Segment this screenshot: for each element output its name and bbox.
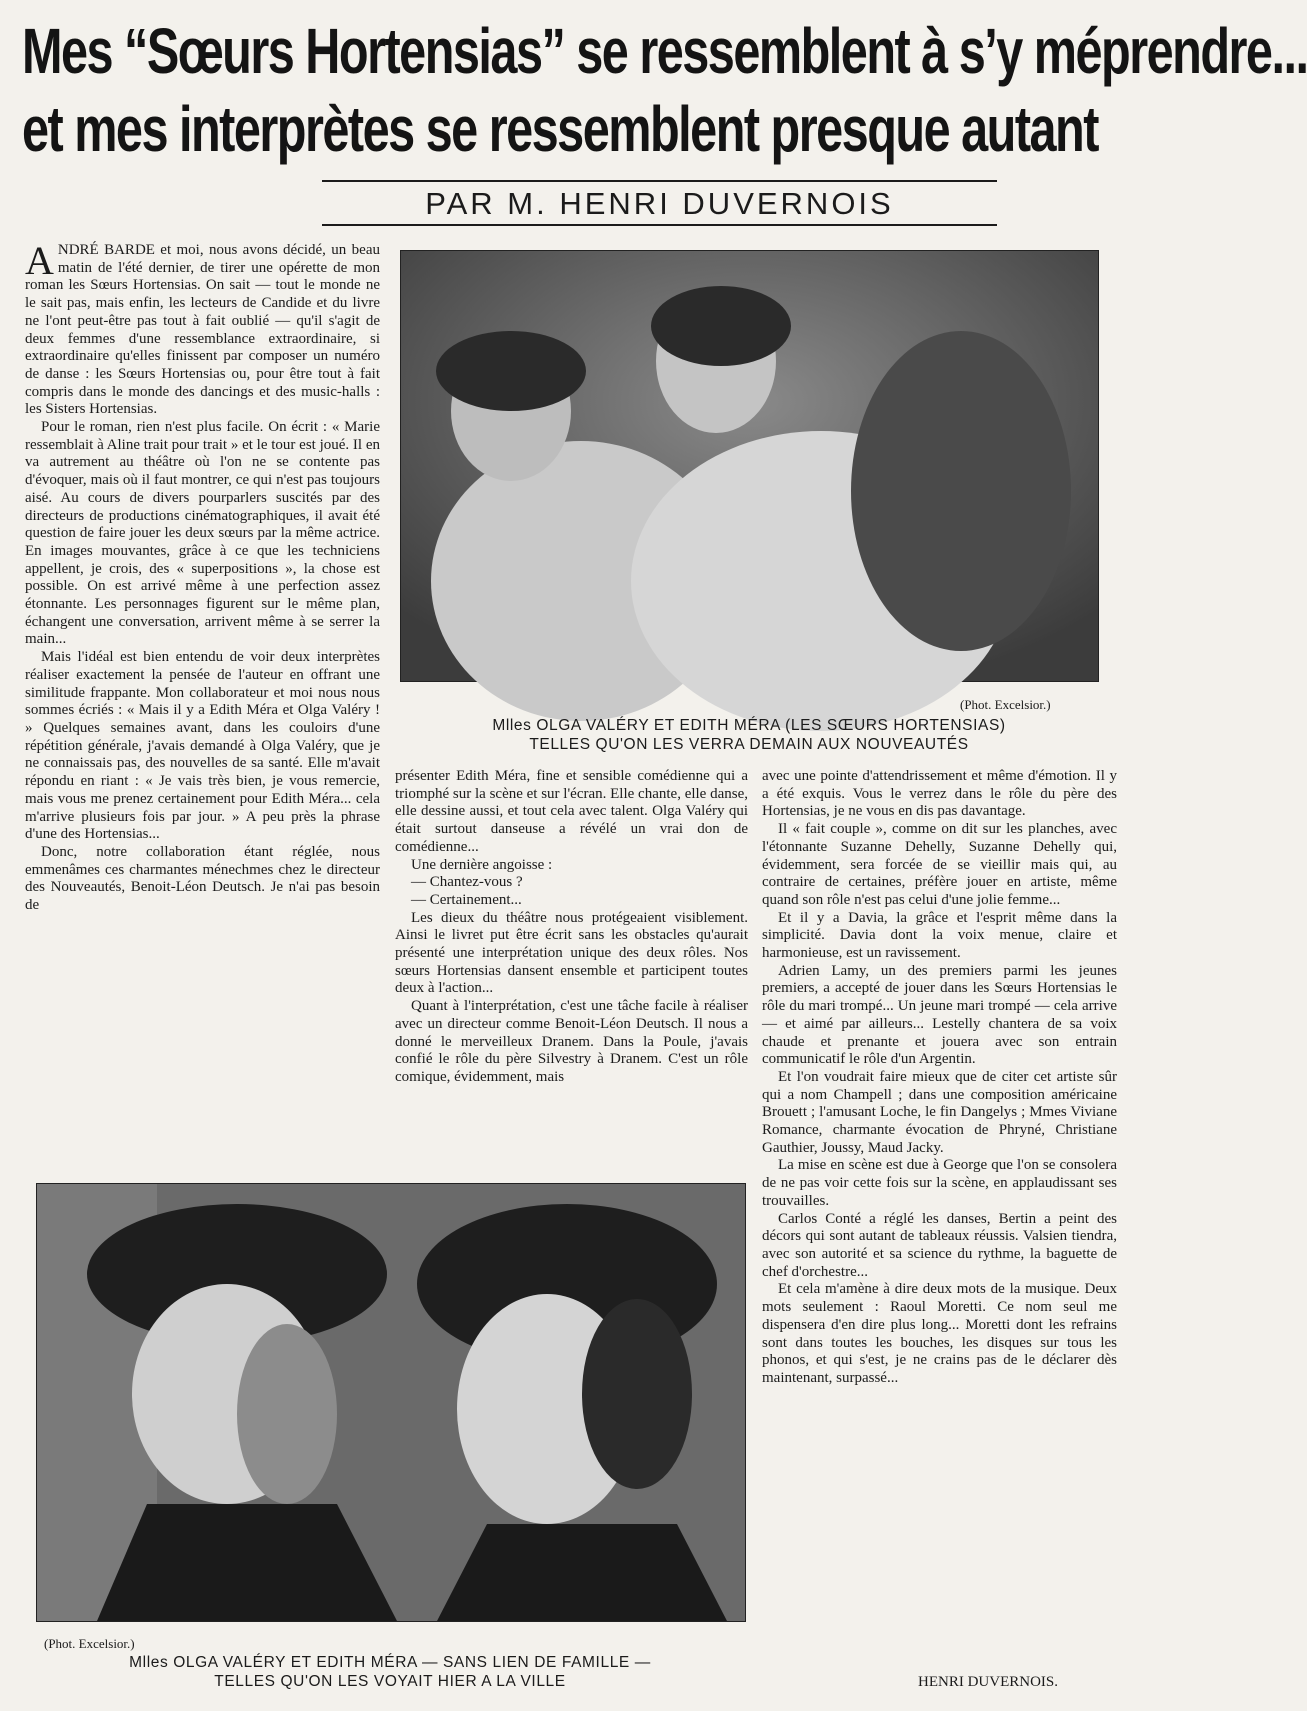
photo-stage-image [401,251,1098,681]
caption-bottom [30,1653,750,1691]
byline-rule-top [322,180,997,182]
drop-cap: A [25,238,54,283]
article-column-2 [395,768,748,1166]
photo-portrait-image [37,1184,745,1621]
byline-rule-bottom [322,224,997,226]
article-paragraph: ANDRÉ BARDE et moi, nous avons décidé, un beau matin de l'été dernier, de tirer une opérette de mon roman les Sœurs Hortensias. On sait — tout le monde ne le sait pas, mais enfin, les lecteurs de Candide et du livre ne l'ont peut-être pas tout à fait oublié — qu'il s'agit de deux femmes d'une ressemblance extraordinaire, si extraordinaire qu'elles finissent par composer un numéro de danse : les Sœurs Hortensias ou, pour être tout à fait compris dans le monde des dancings et des music-halls : les Sisters Hortensias. [25,238,380,418]
article-paragraph: avec une pointe d'attendrissement et même d'émotion. Il y a été exquis. Vous le verrez dans le rôle du père des Hortensias, je ne vous en dis pas davantage. [762,768,1117,820]
article-paragraph: Mais l'idéal est bien entendu de voir deux interprètes réaliser exactement la pensée de l'auteur en offrant une similitude frappante. Mon collaborateur et moi nous nous sommes écriés : « Mais il y a Edith Méra et Olga Valéry ! » Quelques semaines avant, dans les couloirs d'une répétition générale, j'avais demandé à Olga Valéry, que je ne connaissais pas, des nouvelles de sa santé. Elle m'avait répondu en riant : « Je vais très bien, je vous remercie, mais vous me prenez certainement pour Edith Méra... cela m'arrive plusieurs fois par jour. » A peu près la phrase d'une des Hortensias... [25,649,380,843]
photo-credit-bottom: (Phot. Excelsior.) [44,1636,135,1651]
caption-line: TELLES QU'ON LES VOYAIT HIER A LA VILLE [214,1673,566,1690]
signature: HENRI DUVERNOIS. [918,1674,1058,1690]
article-column-3 [762,768,1117,1670]
caption-line: Mlles OLGA VALÉRY ET EDITH MÉRA (LES SŒURS HORTENSIAS) [492,717,1006,734]
article-paragraph: Les dieux du théâtre nous protégeaient visiblement. Ainsi le livret put être écrit sans les obstacles qu'aurait présenté une interprétation unique des deux rôles. Nos sœurs Hortensias dansent ensemble et participent toutes deux à l'action... [395,909,748,997]
article-paragraph: présenter Edith Méra, fine et sensible comédienne qui a triomphé sur la scène et sur l'écran. Elle chante, elle danse, elle dessine aussi, et tout cela avec talent. Olga Valéry qui était surtout danseuse a révélé un vrai don de comédienne... [395,768,748,855]
article-paragraph: Donc, notre collaboration étant réglée, nous emmenâmes ces charmantes ménechmes chez le directeur des Nouveautés, Benoit-Léon Deutsch. Je n'ai pas besoin de [25,843,380,914]
article-paragraph: Une dernière angoisse : [411,856,553,873]
caption-line: TELLES QU'ON LES VERRA DEMAIN AUX NOUVEAUTÉS [529,736,969,753]
caption-top [393,716,1105,754]
caption-line: Mlles OLGA VALÉRY ET EDITH MÉRA — SANS LIEN DE FAMILLE — [129,1654,651,1671]
headline-line-2: et mes interprètes se ressemblent presque autant [22,93,1098,165]
article-paragraph: Et l'on voudrait faire mieux que de citer cet artiste sûr qui a nom Champell ; dans une composition américaine Brouett ; l'amusant Loche, le fin Dangelys ; Mmes Viviane Romance, charmante évocation de Phryné, Christiane Gauthier, Joussy, Maud Jacky. [762,1068,1117,1156]
byline: PAR M. HENRI DUVERNOIS [425,186,894,221]
article-paragraph: Pour le roman, rien n'est plus facile. On écrit : « Marie ressemblait à Aline trait pour trait » et le tour est joué. Il en va autrement au théâtre où l'on ne se contente pas d'évoquer, mais où il faut montrer, ce qui n'est pas toujours aisé. Au cours de divers pourparlers suscités par des directeurs de productions cinématographiques, il avait été question de faire jouer les deux sœurs par la même actrice. En images mouvantes, grâce à ce que les techniciens appellent, je crois, des « superpositions », la chose est possible. On est arrivé même à une perfection assez étonnante. Les personnages figurent sur le même plan, échangent une conversation, arrivent même à se serrer la main... [25,419,380,648]
article-paragraph: Et cela m'amène à dire deux mots de la musique. Deux mots seulement : Raoul Moretti. Ce nom seul me dispensera d'en dire plus long... Moretti dont les refrains sont dans toutes les bouches, les disques sur tous les phonos, et qui s'est, je ne crains pas de le déclarer dès maintenant, surpassé... [762,1281,1117,1386]
article-paragraph: Quant à l'interprétation, c'est une tâche facile à réaliser avec un directeur comme Benoit-Léon Deutsch. Il nous a donné le merveilleux Dranem. Dans la Poule, j'avais confié le rôle du père Silvestry à Dranem. C'est un rôle comique, évidemment, mais [395,998,748,1085]
photo-hortensias-stage [400,250,1099,682]
article-column-1 [25,238,380,1167]
article-paragraph: Adrien Lamy, un des premiers parmi les jeunes premiers, a accepté de jouer dans les Sœurs Hortensias le rôle du mari trompé... Un jeune mari trompé — cela arrive — et aimé par ailleurs... Lestelly chantera de sa voix chaude et prenante et jouera avec son entrain communicatif le rôle d'un Argentin. [762,962,1117,1068]
article-paragraph: Carlos Conté a réglé les danses, Bertin a peint des décors qui sont autant de tableaux réussis. Valsien tiendra, avec son autorité et sa science du rythme, la baguette de chef d'orchestre... [762,1210,1117,1280]
photo-credit-top: (Phot. Excelsior.) [960,697,1051,712]
article-paragraph: — Chantez-vous ? [411,874,523,891]
article-paragraph: Et il y a Davia, la grâce et l'esprit même dans la simplicité. Davia dont la voix menue, claire et harmonieuse, est un ravissement. [762,909,1117,962]
article-paragraph: Il « fait couple », comme on dit sur les planches, avec l'étonnante Suzanne Dehelly, Suzanne Dehelly qui, évidemment, sera forcée de se vieillir mais qui, au contraire de certaines, préfère jouer en artiste, même quand son rôle n'est pas celui d'une jolie femme... [762,821,1117,908]
article-paragraph: — Certainement... [411,891,522,908]
photo-hortensias-portrait [36,1183,746,1622]
headline-line-1: Mes “Sœurs Hortensias” se ressemblent à s’y méprendre... [22,15,1307,87]
article-paragraph: La mise en scène est due à George que l'on se consolera de ne pas voir cette fois sur la scène, en applaudissant ses trouvailles. [762,1157,1117,1209]
